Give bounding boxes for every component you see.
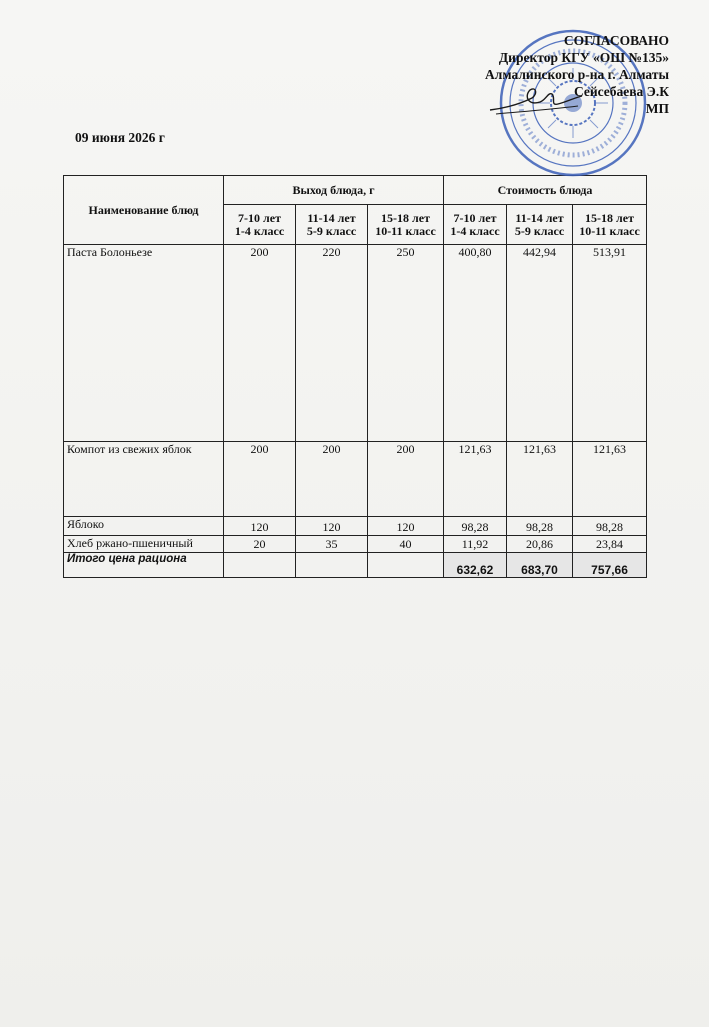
approval-signer: Сейсебаева Э.К <box>573 84 669 99</box>
header-yield: Выход блюда, г <box>224 176 444 205</box>
header-age-group: 15-18 лет 10-11 класс <box>368 205 444 245</box>
yield-cell: 20 <box>224 536 296 553</box>
cost-cell: 98,28 <box>444 517 507 536</box>
header-age-group: 11-14 лет 5-9 класс <box>507 205 573 245</box>
header-dish-name: Наименование блюд <box>64 176 224 245</box>
yield-cell: 220 <box>296 245 368 442</box>
cost-cell: 11,92 <box>444 536 507 553</box>
menu-table <box>63 175 647 578</box>
table-row <box>64 245 647 442</box>
yield-cell: 200 <box>296 442 368 517</box>
cost-cell: 23,84 <box>573 536 647 553</box>
total-label: Итого цена рациона <box>64 553 224 578</box>
cost-cell: 121,63 <box>573 442 647 517</box>
empty-cell <box>224 553 296 578</box>
yield-cell: 120 <box>296 517 368 536</box>
approval-title: СОГЛАСОВАНО <box>563 33 669 48</box>
cost-cell: 121,63 <box>507 442 573 517</box>
approval-director: Директор КГУ «ОШ №135» <box>498 50 669 65</box>
header-age-group: 11-14 лет 5-9 класс <box>296 205 368 245</box>
empty-cell <box>368 553 444 578</box>
total-value: 757,66 <box>573 553 647 578</box>
dish-name: Компот из свежих яблок <box>64 442 224 517</box>
yield-cell: 40 <box>368 536 444 553</box>
header-age-group: 15-18 лет 10-11 класс <box>573 205 647 245</box>
table-row <box>64 442 647 517</box>
cost-cell: 121,63 <box>444 442 507 517</box>
document-date: 09 июня 2026 г <box>75 130 165 145</box>
cost-cell: 442,94 <box>507 245 573 442</box>
yield-cell: 35 <box>296 536 368 553</box>
dish-name: Хлеб ржано-пшеничный <box>64 536 224 553</box>
yield-cell: 200 <box>224 442 296 517</box>
cost-cell: 400,80 <box>444 245 507 442</box>
yield-cell: 120 <box>368 517 444 536</box>
cost-cell: 513,91 <box>573 245 647 442</box>
handwritten-signature <box>486 80 586 120</box>
dish-name: Паста Болоньезе <box>64 245 224 442</box>
total-row <box>64 553 647 578</box>
approval-district: Алмалинского р-на г. Алматы <box>485 67 669 82</box>
header-age-group: 7-10 лет 1-4 класс <box>224 205 296 245</box>
cost-cell: 98,28 <box>507 517 573 536</box>
total-value: 632,62 <box>444 553 507 578</box>
yield-cell: 200 <box>368 442 444 517</box>
dish-name: Яблоко <box>64 517 224 536</box>
yield-cell: 200 <box>224 245 296 442</box>
table-row <box>64 517 647 536</box>
cost-cell: 98,28 <box>573 517 647 536</box>
empty-cell <box>296 553 368 578</box>
total-value: 683,70 <box>507 553 573 578</box>
cost-cell: 20,86 <box>507 536 573 553</box>
approval-seal-mark: МП <box>645 101 669 116</box>
header-cost: Стоимость блюда <box>444 176 647 205</box>
header-age-group: 7-10 лет 1-4 класс <box>444 205 507 245</box>
table-row <box>64 536 647 553</box>
yield-cell: 250 <box>368 245 444 442</box>
yield-cell: 120 <box>224 517 296 536</box>
